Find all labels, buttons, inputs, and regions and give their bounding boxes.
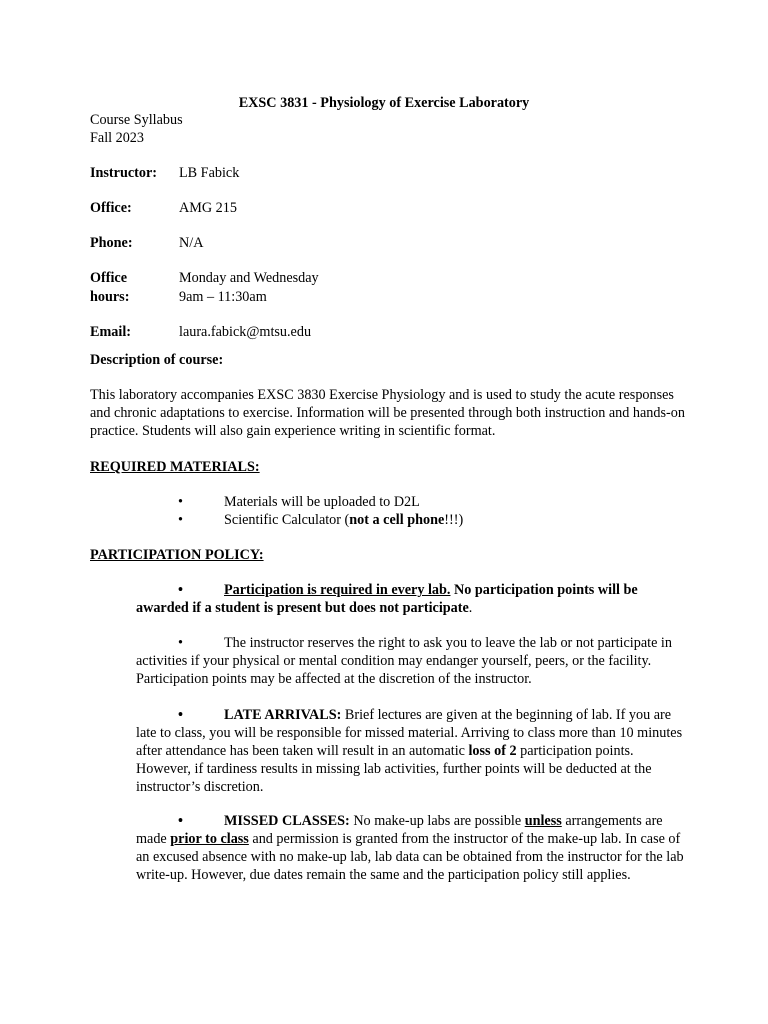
missed-classes-prior: prior to class: [170, 831, 249, 847]
materials-heading: REQUIRED MATERIALS:: [90, 459, 260, 475]
bullet-icon: •: [178, 494, 183, 510]
missed-classes-unless: unless: [524, 813, 562, 829]
missed-classes-text: No make-up labs are possible: [349, 813, 525, 829]
missed-classes-text-2: arrangements are made: [136, 813, 663, 847]
participation-required-text: Participation is required in every lab.: [224, 582, 451, 598]
materials-item-d2l: Materials will be uploaded to D2L: [224, 494, 420, 510]
office-hours-label-line1: Office: [90, 270, 128, 286]
phone-label: Phone:: [90, 235, 133, 251]
phone-value: N/A: [179, 235, 204, 251]
course-title: EXSC 3831 - Physiology of Exercise Laboratory: [238, 95, 530, 111]
late-arrivals-text-end: participation points. However, if tardiness results in missing lab activities, further points will be deducted at the instructor’s discretion.: [136, 743, 652, 795]
description-text: This laboratory accompanies EXSC 3830 Exercise Physiology and is used to study the acute responses and chronic adaptations to exercise. Information will be presented through both instruction and hands-on practice. Students will also gain experience writing in scientific format.: [90, 387, 685, 439]
office-value: AMG 215: [179, 200, 237, 216]
instructor-value: LB Fabick: [179, 165, 240, 181]
missed-classes-text-3: and permission is granted from the instructor of the make-up lab. In case of an excused absence with no make-up lab, lab data can be obtained from the instructor for the lab write-up. However, due dates remain the same and the participation policy still applies.: [136, 831, 684, 883]
calculator-text: Scientific Calculator (: [224, 512, 350, 528]
calculator-text-end: !!!): [444, 512, 464, 528]
bullet-icon: •: [178, 813, 183, 829]
calculator-emphasis: not a cell phone: [349, 512, 445, 528]
email-value: laura.fabick@mtsu.edu: [179, 324, 312, 340]
materials-item-calculator: [224, 511, 463, 529]
missed-classes-paragraph: [136, 812, 684, 884]
participation-points-text: No participation points will be awarded if a student is present but does not participate: [136, 582, 638, 616]
instructor-rights-text: The instructor reserves the right to ask you to leave the lab or not participate in activities if your physical or mental condition may endanger yourself, peers, or the facility. Participation points may be affected at the discretion of the instructor.: [136, 635, 672, 687]
late-arrivals-penalty: loss of 2: [468, 743, 517, 759]
bullet-icon: •: [178, 707, 183, 723]
late-arrivals-paragraph: [136, 706, 684, 796]
participation-heading: PARTICIPATION POLICY:: [90, 547, 264, 563]
bullet-icon: •: [178, 512, 183, 528]
participation-end: .: [468, 600, 473, 616]
missed-classes-label: MISSED CLASSES:: [224, 813, 350, 829]
term: Fall 2023: [90, 130, 144, 146]
late-arrivals-text: Brief lectures are given at the beginning of lab. If you are late to class, you will be responsible for missed material. Arriving to class more than 10 minutes after attendance has been taken will result in an automatic: [136, 707, 683, 759]
office-hours-days: Monday and Wednesday: [179, 270, 319, 286]
participation-required-paragraph: [136, 581, 684, 617]
office-hours-label-line2: hours:: [90, 289, 130, 305]
late-arrivals-label: LATE ARRIVALS:: [224, 707, 342, 723]
instructor-label: Instructor:: [90, 165, 157, 181]
description-heading: Description of course:: [90, 352, 224, 368]
bullet-icon: •: [178, 635, 183, 651]
office-label: Office:: [90, 200, 132, 216]
document-subtitle: Course Syllabus: [90, 112, 183, 128]
instructor-rights-paragraph: [136, 634, 684, 688]
office-hours-times: 9am – 11:30am: [179, 289, 267, 305]
email-label: Email:: [90, 324, 131, 340]
bullet-icon: •: [178, 582, 183, 598]
